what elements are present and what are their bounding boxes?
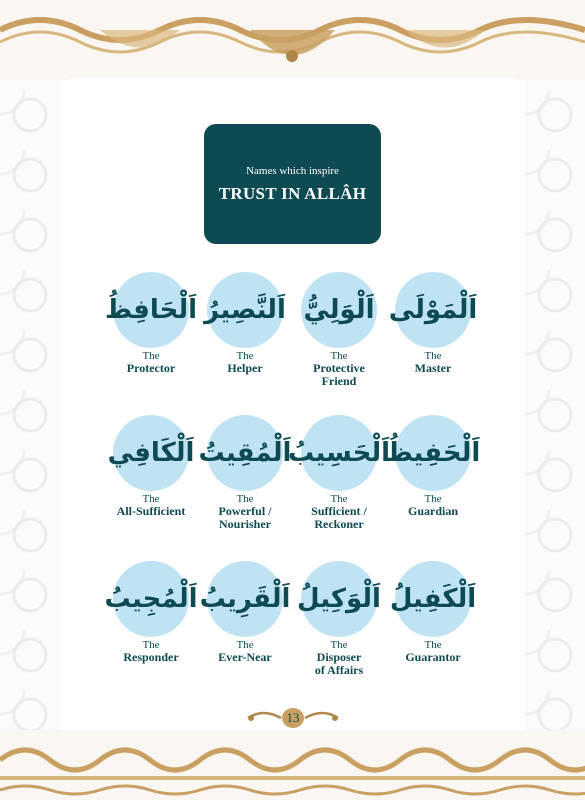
- name-circle: [199, 561, 291, 637]
- name-circle: [389, 561, 477, 637]
- name-card-helper: [195, 272, 295, 375]
- name-card-powerful-nourisher: [195, 415, 295, 531]
- arabic-name: اَلْحَفِيظُ: [385, 438, 481, 468]
- meaning-label: Disposer of Affairs: [314, 650, 364, 677]
- meaning-label: Sufficient / Reckoner: [311, 504, 367, 531]
- the-label: The: [142, 639, 160, 651]
- name-card-sufficient-reckoner: [289, 415, 389, 531]
- meaning-label: Responder: [123, 650, 179, 664]
- the-label: The: [424, 639, 442, 651]
- name-circle: [301, 272, 377, 348]
- the-label: The: [424, 493, 442, 505]
- the-label: The: [330, 350, 348, 362]
- title-subtitle: Names which inspire: [246, 165, 339, 177]
- the-label: The: [142, 350, 160, 362]
- the-label: The: [424, 350, 442, 362]
- name-circle: [107, 415, 195, 491]
- bottom-ornament: [0, 730, 585, 800]
- name-card-responder: [101, 561, 201, 664]
- name-card-all-sufficient: [101, 415, 201, 518]
- name-card-ever-near: [195, 561, 295, 664]
- name-circle: [104, 561, 198, 637]
- name-card-protector: [101, 272, 201, 375]
- arabic-name: اَلْوَلِيُّ: [303, 295, 375, 325]
- name-card-guarantor: [383, 561, 483, 664]
- meaning-label: Master: [414, 361, 452, 375]
- name-card-protective-friend: [289, 272, 389, 388]
- name-circle: [204, 272, 286, 348]
- the-label: The: [236, 639, 254, 651]
- arabic-name: اَلْقَرِيبُ: [199, 584, 291, 614]
- name-card-guardian: [383, 415, 483, 518]
- arabic-name: اَلْكَافِي: [107, 438, 195, 468]
- meaning-label: Ever-Near: [218, 650, 272, 664]
- meaning-label: All-Sufficient: [116, 504, 186, 518]
- name-card-master: [383, 272, 483, 375]
- arabic-name: اَلْوَكِيلُ: [297, 584, 381, 614]
- the-label: The: [330, 639, 348, 651]
- page-number: 13: [282, 708, 304, 728]
- arabic-name: اَلْكَفِيلُ: [389, 584, 477, 614]
- meaning-label: Guarantor: [405, 650, 461, 664]
- name-circle: [385, 415, 481, 491]
- meaning-label: Protector: [126, 361, 176, 375]
- meaning-label: Guardian: [407, 504, 458, 518]
- arabic-name: اَلْمُقِيتُ: [198, 438, 292, 468]
- name-card-disposer-of-affairs: [289, 561, 389, 677]
- arabic-name: اَلْمَوْلَى: [388, 295, 478, 325]
- the-label: The: [236, 350, 254, 362]
- arabic-name: اَلْحَافِظُ: [104, 295, 198, 325]
- meaning-label: Powerful / Nourisher: [218, 504, 272, 531]
- meaning-label: Helper: [227, 361, 263, 375]
- the-label: The: [236, 493, 254, 505]
- title-heading: TRUST IN ALLÂH: [218, 184, 367, 203]
- right-ornament-panel: [525, 30, 585, 770]
- name-circle: [388, 272, 478, 348]
- the-label: The: [142, 493, 160, 505]
- meaning-label: Protective Friend: [313, 361, 365, 388]
- top-ornament: [0, 0, 585, 80]
- title-box: [204, 124, 381, 244]
- the-label: The: [330, 493, 348, 505]
- arabic-name: اَلْحَسِيبُ: [288, 438, 391, 468]
- arabic-name: اَلنَّصِيرُ: [204, 295, 286, 325]
- left-ornament-panel: [0, 30, 60, 770]
- name-circle: [104, 272, 198, 348]
- arabic-name: اَلْمُجِيبُ: [104, 584, 198, 614]
- name-circle: [288, 415, 391, 491]
- name-circle: [198, 415, 292, 491]
- name-circle: [297, 561, 381, 637]
- page-number-ornament: [243, 706, 343, 730]
